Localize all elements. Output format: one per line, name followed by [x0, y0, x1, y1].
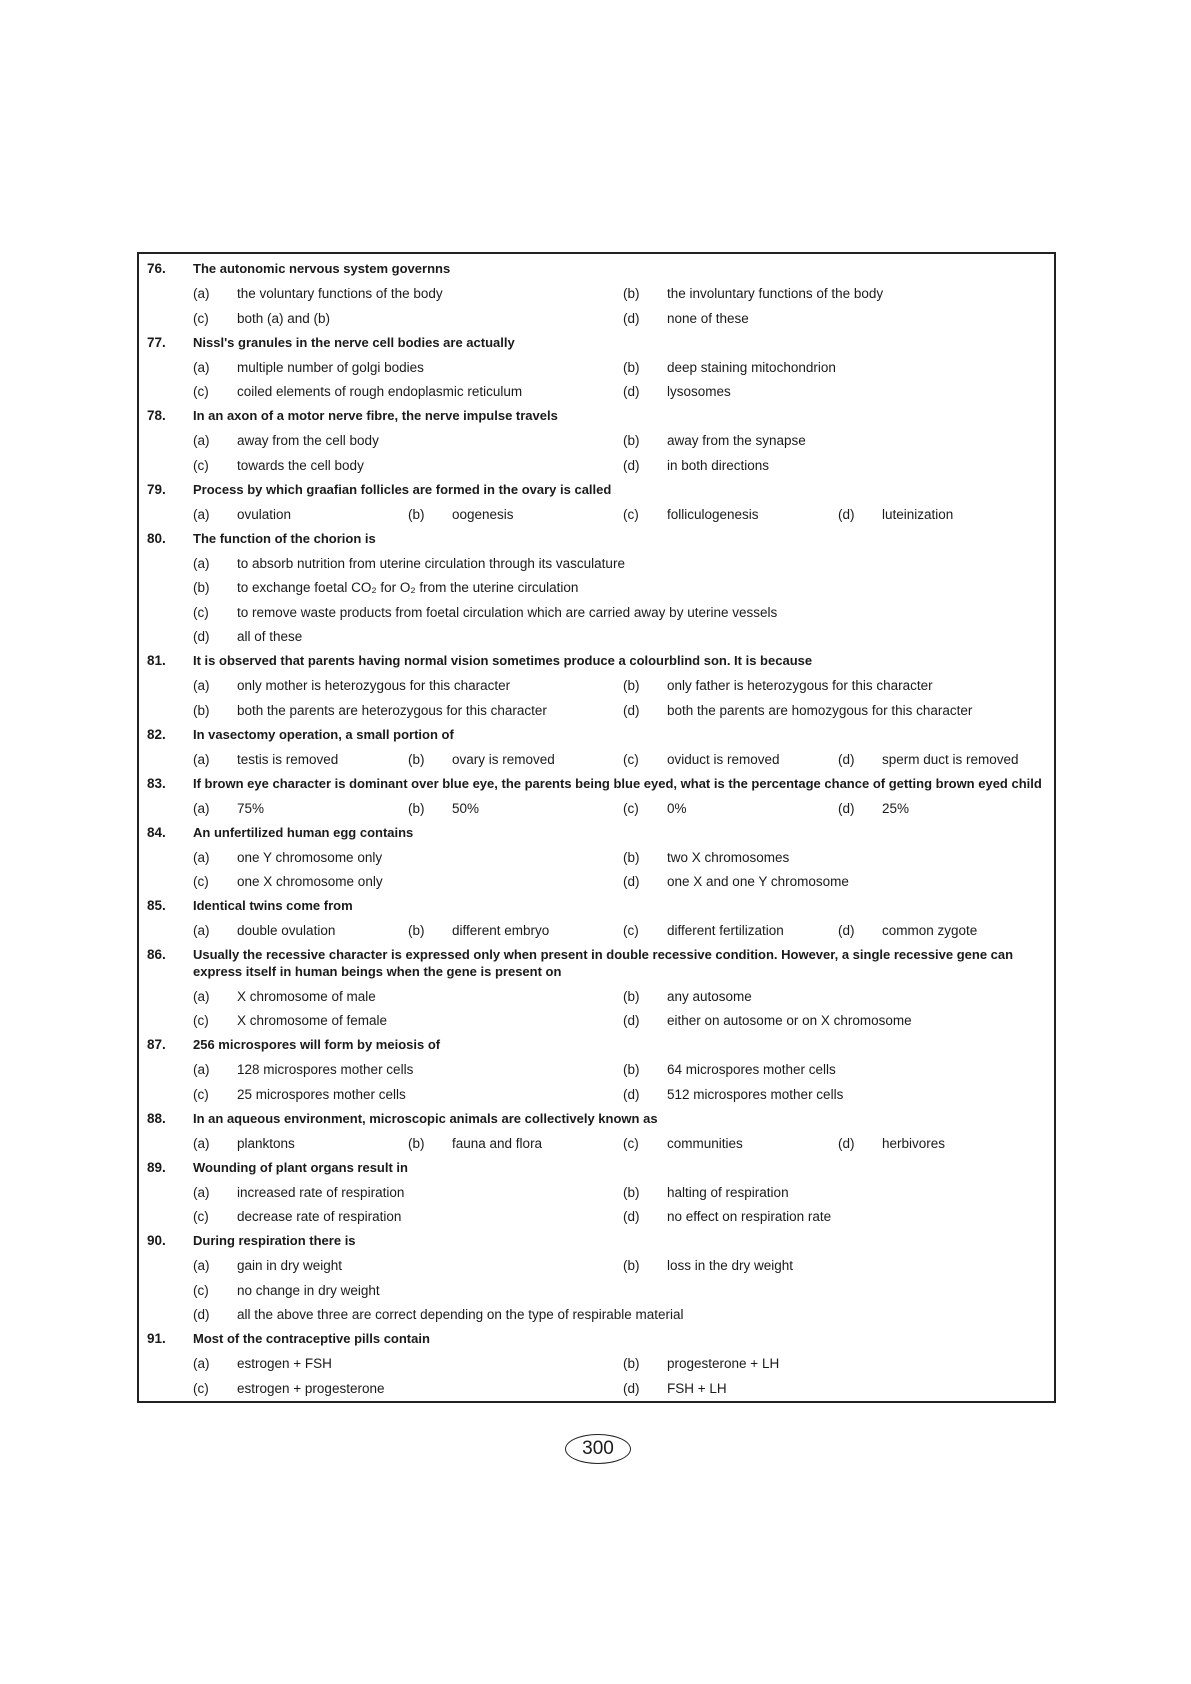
option-text: X chromosome of female [237, 1013, 388, 1029]
option [623, 1356, 1053, 1371]
option-row [139, 870, 1054, 895]
question-number: 89. [147, 1159, 166, 1175]
option-text: FSH + LH [667, 1380, 727, 1396]
option-row [139, 282, 1054, 307]
question-number: 85. [147, 898, 166, 913]
option-text: gain in dry weight [237, 1258, 343, 1274]
option-text: planktons [237, 1135, 295, 1151]
question-number: 87. [147, 1037, 166, 1052]
option [193, 1258, 623, 1273]
option-text: ovulation [237, 506, 292, 522]
option-row [139, 502, 1054, 527]
option-text: in both directions [667, 457, 770, 473]
option-row [139, 551, 1054, 576]
option [408, 507, 623, 522]
question-number: 90. [147, 1233, 166, 1248]
option [623, 1185, 1053, 1200]
option-label: (b) [193, 702, 210, 718]
option [408, 923, 623, 938]
question [139, 404, 1054, 478]
option [623, 384, 1053, 399]
question-text: The function of the chorion is [193, 530, 376, 546]
option-text: one X chromosome only [237, 874, 383, 890]
option [193, 360, 623, 375]
option-row [139, 306, 1054, 331]
option-row [139, 1009, 1054, 1034]
option-label: (d) [623, 310, 640, 326]
option [623, 850, 1053, 865]
option-row [139, 1058, 1054, 1083]
option-text: oogenesis [452, 506, 514, 522]
question-stem [139, 527, 1054, 552]
option-row [139, 796, 1054, 821]
option [623, 1209, 1053, 1224]
option-label: (c) [193, 1086, 209, 1102]
option-label: (b) [408, 751, 425, 767]
question-stem [139, 821, 1054, 846]
option-text: to exchange foetal CO₂ for O₂ from the uterine circulation [237, 580, 579, 596]
option-label: (c) [623, 1135, 639, 1151]
option [838, 801, 1053, 816]
question-text: In an axon of a motor nerve fibre, the nerve impulse travels [193, 408, 558, 423]
option-label: (b) [623, 1062, 640, 1078]
option [408, 1136, 623, 1151]
option-text: one X and one Y chromosome [667, 874, 849, 890]
option-label: (a) [193, 359, 210, 375]
option-text: 128 microspores mother cells [237, 1062, 414, 1078]
option [193, 1283, 1011, 1298]
option-label: (b) [623, 286, 640, 302]
option-label: (b) [623, 359, 640, 375]
option [623, 801, 838, 816]
option [623, 458, 1053, 473]
option [408, 801, 623, 816]
question [139, 1107, 1054, 1156]
question-stem [139, 1327, 1054, 1352]
question-text: 256 microspores will form by meiosis of [193, 1037, 441, 1052]
option-text: any autosome [667, 988, 752, 1004]
option [838, 1136, 1053, 1151]
question-text: An unfertilized human egg contains [193, 824, 414, 840]
option-label: (a) [193, 849, 210, 865]
option [193, 850, 623, 865]
option-label: (d) [623, 1209, 640, 1225]
option [623, 1087, 1053, 1102]
option-text: no effect on respiration rate [667, 1209, 832, 1225]
option [623, 678, 1053, 693]
option-label: (b) [408, 923, 425, 939]
option-text: none of these [667, 310, 749, 326]
option-row [139, 625, 1054, 650]
option [193, 384, 623, 399]
option [623, 703, 1053, 718]
option-label: (b) [623, 849, 640, 865]
option-label: (a) [193, 1258, 210, 1274]
option-label: (c) [193, 604, 209, 620]
option [193, 1381, 623, 1396]
question [139, 821, 1054, 895]
option [193, 1185, 623, 1200]
question-stem [139, 649, 1054, 674]
option-text: only father is heterozygous for this character [667, 678, 933, 694]
question [139, 1156, 1054, 1230]
option [193, 629, 1011, 644]
option-label: (d) [838, 923, 855, 939]
option [623, 286, 1053, 301]
question [139, 649, 1054, 723]
option-label: (d) [838, 506, 855, 522]
option-text: 50% [452, 800, 480, 816]
option-label: (c) [193, 457, 209, 473]
question-text: In vasectomy operation, a small portion of [193, 726, 454, 742]
option-label: (d) [623, 1380, 640, 1396]
question-stem [139, 723, 1054, 748]
question [139, 1033, 1054, 1107]
option-text: the involuntary functions of the body [667, 286, 884, 302]
option-label: (c) [193, 1209, 209, 1225]
option-label: (d) [193, 629, 210, 645]
option-text: 64 microspores mother cells [667, 1062, 836, 1078]
option-label: (d) [623, 1086, 640, 1102]
option-row [139, 747, 1054, 772]
question-number: 83. [147, 775, 166, 791]
option [193, 311, 623, 326]
question-text: In an aqueous environment, microscopic animals are collectively known as [193, 1110, 658, 1126]
question-text: During respiration there is [193, 1233, 356, 1248]
option-row [139, 453, 1054, 478]
question-stem [139, 1107, 1054, 1132]
option [838, 507, 1053, 522]
option-label: (a) [193, 751, 210, 767]
question-number: 80. [147, 530, 166, 546]
option-text: away from the cell body [237, 433, 379, 449]
option-row [139, 1205, 1054, 1230]
option-text: no change in dry weight [237, 1282, 380, 1298]
question-stem [139, 404, 1054, 429]
option [193, 286, 623, 301]
option-text: deep staining mitochondrion [667, 359, 836, 375]
option-row [139, 845, 1054, 870]
option-text: both the parents are heterozygous for this character [237, 702, 547, 718]
question-text: Identical twins come from [193, 898, 353, 913]
option [193, 556, 1011, 571]
option-label: (a) [193, 1184, 210, 1200]
option-label: (a) [193, 506, 210, 522]
option-row [139, 984, 1054, 1009]
option [623, 752, 838, 767]
question-number: 76. [147, 261, 166, 276]
question-list [137, 252, 1056, 1403]
question-stem [139, 894, 1054, 919]
option-row [139, 1303, 1054, 1328]
option-label: (d) [623, 1013, 640, 1029]
option-label: (c) [623, 751, 639, 767]
option [193, 703, 623, 718]
option [623, 989, 1053, 1004]
question-text: Wounding of plant organs result in [193, 1159, 408, 1175]
option [193, 989, 623, 1004]
option [193, 605, 1011, 620]
question-text: Nissl's granules in the nerve cell bodies are actually [193, 334, 515, 350]
option [623, 507, 838, 522]
option-label: (a) [193, 1062, 210, 1078]
page-number: 300 [565, 1434, 631, 1464]
option-text: X chromosome of male [237, 988, 376, 1004]
question-number: 79. [147, 481, 166, 497]
option [623, 1013, 1053, 1028]
option-label: (a) [193, 286, 210, 302]
option-row [139, 576, 1054, 601]
option-text: double ovulation [237, 923, 336, 939]
option-text: towards the cell body [237, 457, 364, 473]
option-text: sperm duct is removed [882, 751, 1019, 767]
option-label: (d) [623, 702, 640, 718]
option-label: (c) [193, 384, 209, 400]
option-text: decrease rate of respiration [237, 1209, 402, 1225]
option [193, 874, 623, 889]
option [623, 433, 1053, 448]
question-number: 84. [147, 824, 166, 840]
option [623, 1381, 1053, 1396]
option-label: (d) [193, 1307, 210, 1323]
option [193, 507, 408, 522]
option-text: coiled elements of rough endoplasmic reticulum [237, 384, 523, 400]
option-text: herbivores [882, 1135, 946, 1151]
option [193, 580, 1011, 595]
option-text: communities [667, 1135, 743, 1151]
option-row [139, 1180, 1054, 1205]
question-number: 91. [147, 1331, 166, 1346]
option-label: (d) [623, 874, 640, 890]
option-label: (d) [623, 457, 640, 473]
option-text: both (a) and (b) [237, 310, 331, 326]
question [139, 772, 1054, 821]
option-row [139, 1376, 1054, 1401]
option-row [139, 355, 1054, 380]
question-stem [139, 1229, 1054, 1254]
option [623, 360, 1053, 375]
option [623, 1062, 1053, 1077]
option-text: loss in the dry weight [667, 1258, 794, 1274]
question [139, 943, 1054, 1033]
option-text: different embryo [452, 923, 550, 939]
question-number: 82. [147, 726, 166, 742]
question [139, 723, 1054, 772]
option-label: (c) [193, 310, 209, 326]
option [193, 752, 408, 767]
option-label: (a) [193, 988, 210, 1004]
question-text: Most of the contraceptive pills contain [193, 1331, 430, 1346]
question [139, 894, 1054, 943]
question [139, 1327, 1054, 1401]
option-label: (d) [838, 751, 855, 767]
option [838, 923, 1053, 938]
option-label: (d) [838, 800, 855, 816]
question [139, 527, 1054, 650]
option-text: different fertilization [667, 923, 784, 939]
option-text: both the parents are homozygous for this character [667, 702, 973, 718]
option-text: halting of respiration [667, 1184, 789, 1200]
question [139, 331, 1054, 405]
option-text: two X chromosomes [667, 849, 790, 865]
question-number: 78. [147, 408, 166, 423]
option-text: 25 microspores mother cells [237, 1086, 406, 1102]
option-label: (c) [193, 1380, 209, 1396]
option [193, 1013, 623, 1028]
option-label: (a) [193, 1135, 210, 1151]
option-label: (d) [623, 384, 640, 400]
option-label: (b) [623, 988, 640, 1004]
option [193, 1209, 623, 1224]
option-row [139, 919, 1054, 944]
option-text: lysosomes [667, 384, 731, 400]
option [623, 874, 1053, 889]
option [623, 311, 1053, 326]
option-label: (b) [408, 1135, 425, 1151]
option-text: either on autosome or on X chromosome [667, 1013, 912, 1029]
question [139, 1229, 1054, 1327]
option-text: luteinization [882, 506, 954, 522]
option-text: fauna and flora [452, 1135, 543, 1151]
option-text: estrogen + FSH [237, 1356, 332, 1372]
option-text: estrogen + progesterone [237, 1380, 385, 1396]
option-label: (b) [408, 506, 425, 522]
question-number: 88. [147, 1110, 166, 1126]
option-label: (a) [193, 555, 210, 571]
option-label: (b) [193, 580, 210, 596]
option-text: to remove waste products from foetal circulation which are carried away by uterine vessels [237, 604, 778, 620]
option [623, 923, 838, 938]
option-label: (b) [623, 433, 640, 449]
option [193, 1062, 623, 1077]
question-number: 81. [147, 653, 166, 668]
option [408, 752, 623, 767]
option-label: (a) [193, 1356, 210, 1372]
option [193, 678, 623, 693]
question-number: 77. [147, 334, 166, 350]
option-text: multiple number of golgi bodies [237, 359, 424, 375]
option-row [139, 600, 1054, 625]
option-row [139, 1352, 1054, 1377]
option [193, 1087, 623, 1102]
option-text: all the above three are correct depending on the type of respirable material [237, 1307, 684, 1323]
question-text: The autonomic nervous system governns [193, 261, 451, 276]
option [838, 752, 1053, 767]
option-label: (a) [193, 433, 210, 449]
option-text: ovary is removed [452, 751, 555, 767]
option-text: one Y chromosome only [237, 849, 383, 865]
option-text: common zygote [882, 923, 978, 939]
option-text: away from the synapse [667, 433, 806, 449]
option [623, 1258, 1053, 1273]
option [193, 1136, 408, 1151]
option-text: oviduct is removed [667, 751, 780, 767]
question-text: It is observed that parents having normal vision sometimes produce a colourblind son. It is because [193, 653, 813, 668]
option-label: (c) [623, 506, 639, 522]
option-label: (c) [193, 874, 209, 890]
option-text: only mother is heterozygous for this character [237, 678, 511, 694]
option-label: (b) [623, 678, 640, 694]
option-text: all of these [237, 629, 303, 645]
option-text: 25% [882, 800, 910, 816]
option-label: (b) [408, 800, 425, 816]
option-label: (c) [623, 923, 639, 939]
option-row [139, 1131, 1054, 1156]
question-stem [139, 257, 1054, 282]
option-row [139, 1254, 1054, 1279]
option-text: to absorb nutrition from uterine circulation through its vasculature [237, 555, 625, 571]
question [139, 257, 1054, 331]
question-text: Usually the recessive character is expressed only when present in double recessive condition. However, a single recessive gene can express itself in human beings when the gene is present on [193, 947, 1014, 979]
option-label: (b) [623, 1258, 640, 1274]
question-text: Process by which graafian follicles are formed in the ovary is called [193, 481, 612, 497]
option [193, 1356, 623, 1371]
option-label: (c) [623, 800, 639, 816]
option [193, 923, 408, 938]
option-row [139, 1082, 1054, 1107]
option-label: (c) [193, 1013, 209, 1029]
option [193, 1307, 1011, 1322]
option-label: (b) [623, 1356, 640, 1372]
option-row [139, 429, 1054, 454]
option-label: (c) [193, 1282, 209, 1298]
option [623, 1136, 838, 1151]
question-stem [139, 478, 1054, 503]
question-number: 86. [147, 947, 166, 962]
option [193, 801, 408, 816]
option-text: progesterone + LH [667, 1356, 780, 1372]
option-text: 512 microspores mother cells [667, 1086, 844, 1102]
option-text: testis is removed [237, 751, 339, 767]
option-label: (a) [193, 800, 210, 816]
option [193, 433, 623, 448]
option-row [139, 698, 1054, 723]
option-text: 0% [667, 800, 687, 816]
question-stem [139, 1156, 1054, 1181]
question-stem [139, 772, 1054, 797]
option [193, 458, 623, 473]
option-row [139, 380, 1054, 405]
question [139, 478, 1054, 527]
option-text: folliculogenesis [667, 506, 759, 522]
option-label: (a) [193, 678, 210, 694]
option-text: increased rate of respiration [237, 1184, 405, 1200]
option-label: (b) [623, 1184, 640, 1200]
question-stem [139, 943, 1054, 984]
option-label: (a) [193, 923, 210, 939]
option-row [139, 1278, 1054, 1303]
option-row [139, 674, 1054, 699]
option-text: 75% [237, 800, 265, 816]
question-stem [139, 331, 1054, 356]
option-text: the voluntary functions of the body [237, 286, 443, 302]
option-label: (d) [838, 1135, 855, 1151]
question-text: If brown eye character is dominant over blue eye, the parents being blue eyed, what is the percentage chance of getting brown eyed child [193, 775, 1042, 791]
question-stem [139, 1033, 1054, 1058]
